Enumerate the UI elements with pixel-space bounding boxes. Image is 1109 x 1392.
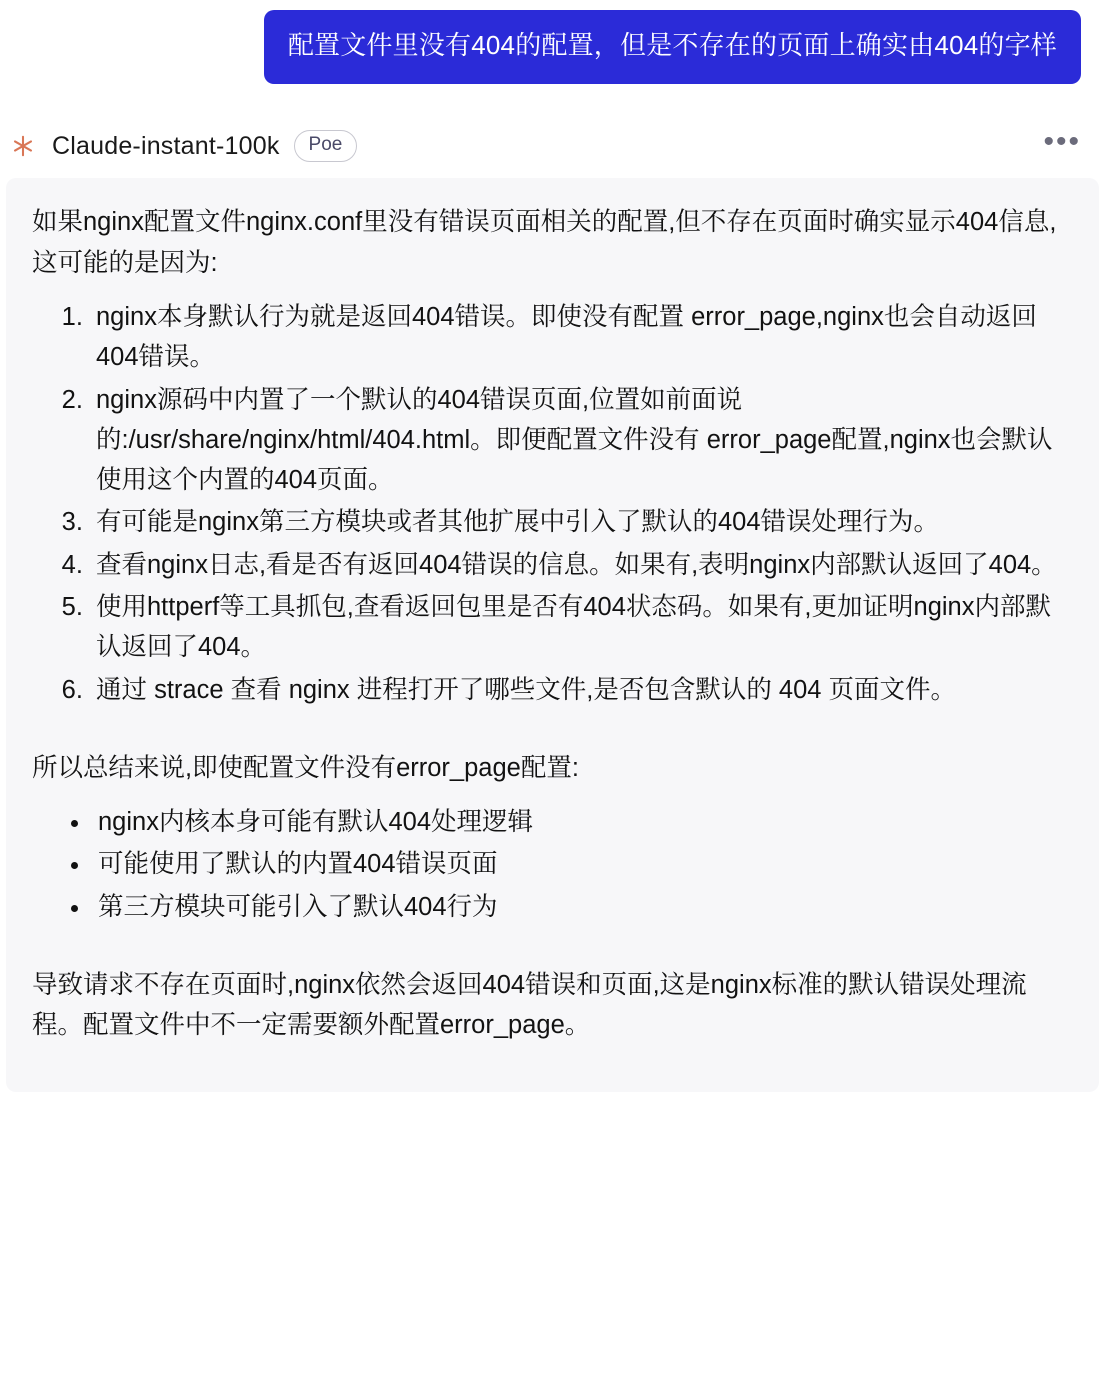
assistant-summary-lead: 所以总结来说,即使配置文件没有error_page配置: — [32, 753, 579, 782]
assistant-steps-list — [32, 297, 1073, 710]
assistant-model-name: Claude-instant-100k — [52, 131, 280, 160]
list-item: • 第三方模块可能引入了默认404行为 — [92, 887, 1073, 927]
list-item: 5. 使用httperf等工具抓包,查看返回包里是否有404状态码。如果有,更加证明nginx内部默认返回了404。 — [90, 587, 1073, 668]
list-item: • 可能使用了默认的内置404错误页面 — [92, 844, 1073, 884]
list-item: 3. 有可能是nginx第三方模块或者其他扩展中引入了默认的404错误处理行为。 — [90, 502, 1073, 542]
list-item: • nginx内核本身可能有默认404处理逻辑 — [92, 802, 1073, 842]
assistant-message-card — [6, 178, 1099, 1091]
list-item: 4. 查看nginx日志,看是否有返回404错误的信息。如果有,表明nginx内部默认返回了404。 — [90, 545, 1073, 585]
assistant-provider-badge: Poe — [294, 130, 358, 163]
list-item: 2. nginx源码中内置了一个默认的404错误页面,位置如前面说的:/usr/share/nginx/html/404.html。即便配置文件没有 error_page配置,nginx也会默认使用这个内置的404页面。 — [90, 380, 1073, 501]
assistant-closing-paragraph: 导致请求不存在页面时,nginx依然会返回404错误和页面,这是nginx标准的默认错误处理流程。配置文件中不一定需要额外配置error_page。 — [32, 970, 1027, 1040]
list-item: 6. 通过 strace 查看 nginx 进程打开了哪些文件,是否包含默认的 404 页面文件。 — [90, 670, 1073, 710]
assistant-intro-paragraph: 如果nginx配置文件nginx.conf里没有错误页面相关的配置,但不存在页面时确实显示404信息,这可能的是因为: — [32, 208, 1057, 277]
user-message-bubble: 配置文件里没有404的配置，但是不存在的页面上确实由404的字样 — [264, 10, 1081, 84]
more-options-icon[interactable]: ••• — [1043, 125, 1081, 159]
assistant-bullet-list — [32, 802, 1073, 927]
list-item: 1. nginx本身默认行为就是返回404错误。即使没有配置 error_page,nginx也会自动返回404错误。 — [90, 297, 1073, 378]
assistant-header — [0, 84, 1109, 163]
user-message-row — [0, 0, 1109, 84]
claude-logo-icon — [8, 131, 38, 161]
